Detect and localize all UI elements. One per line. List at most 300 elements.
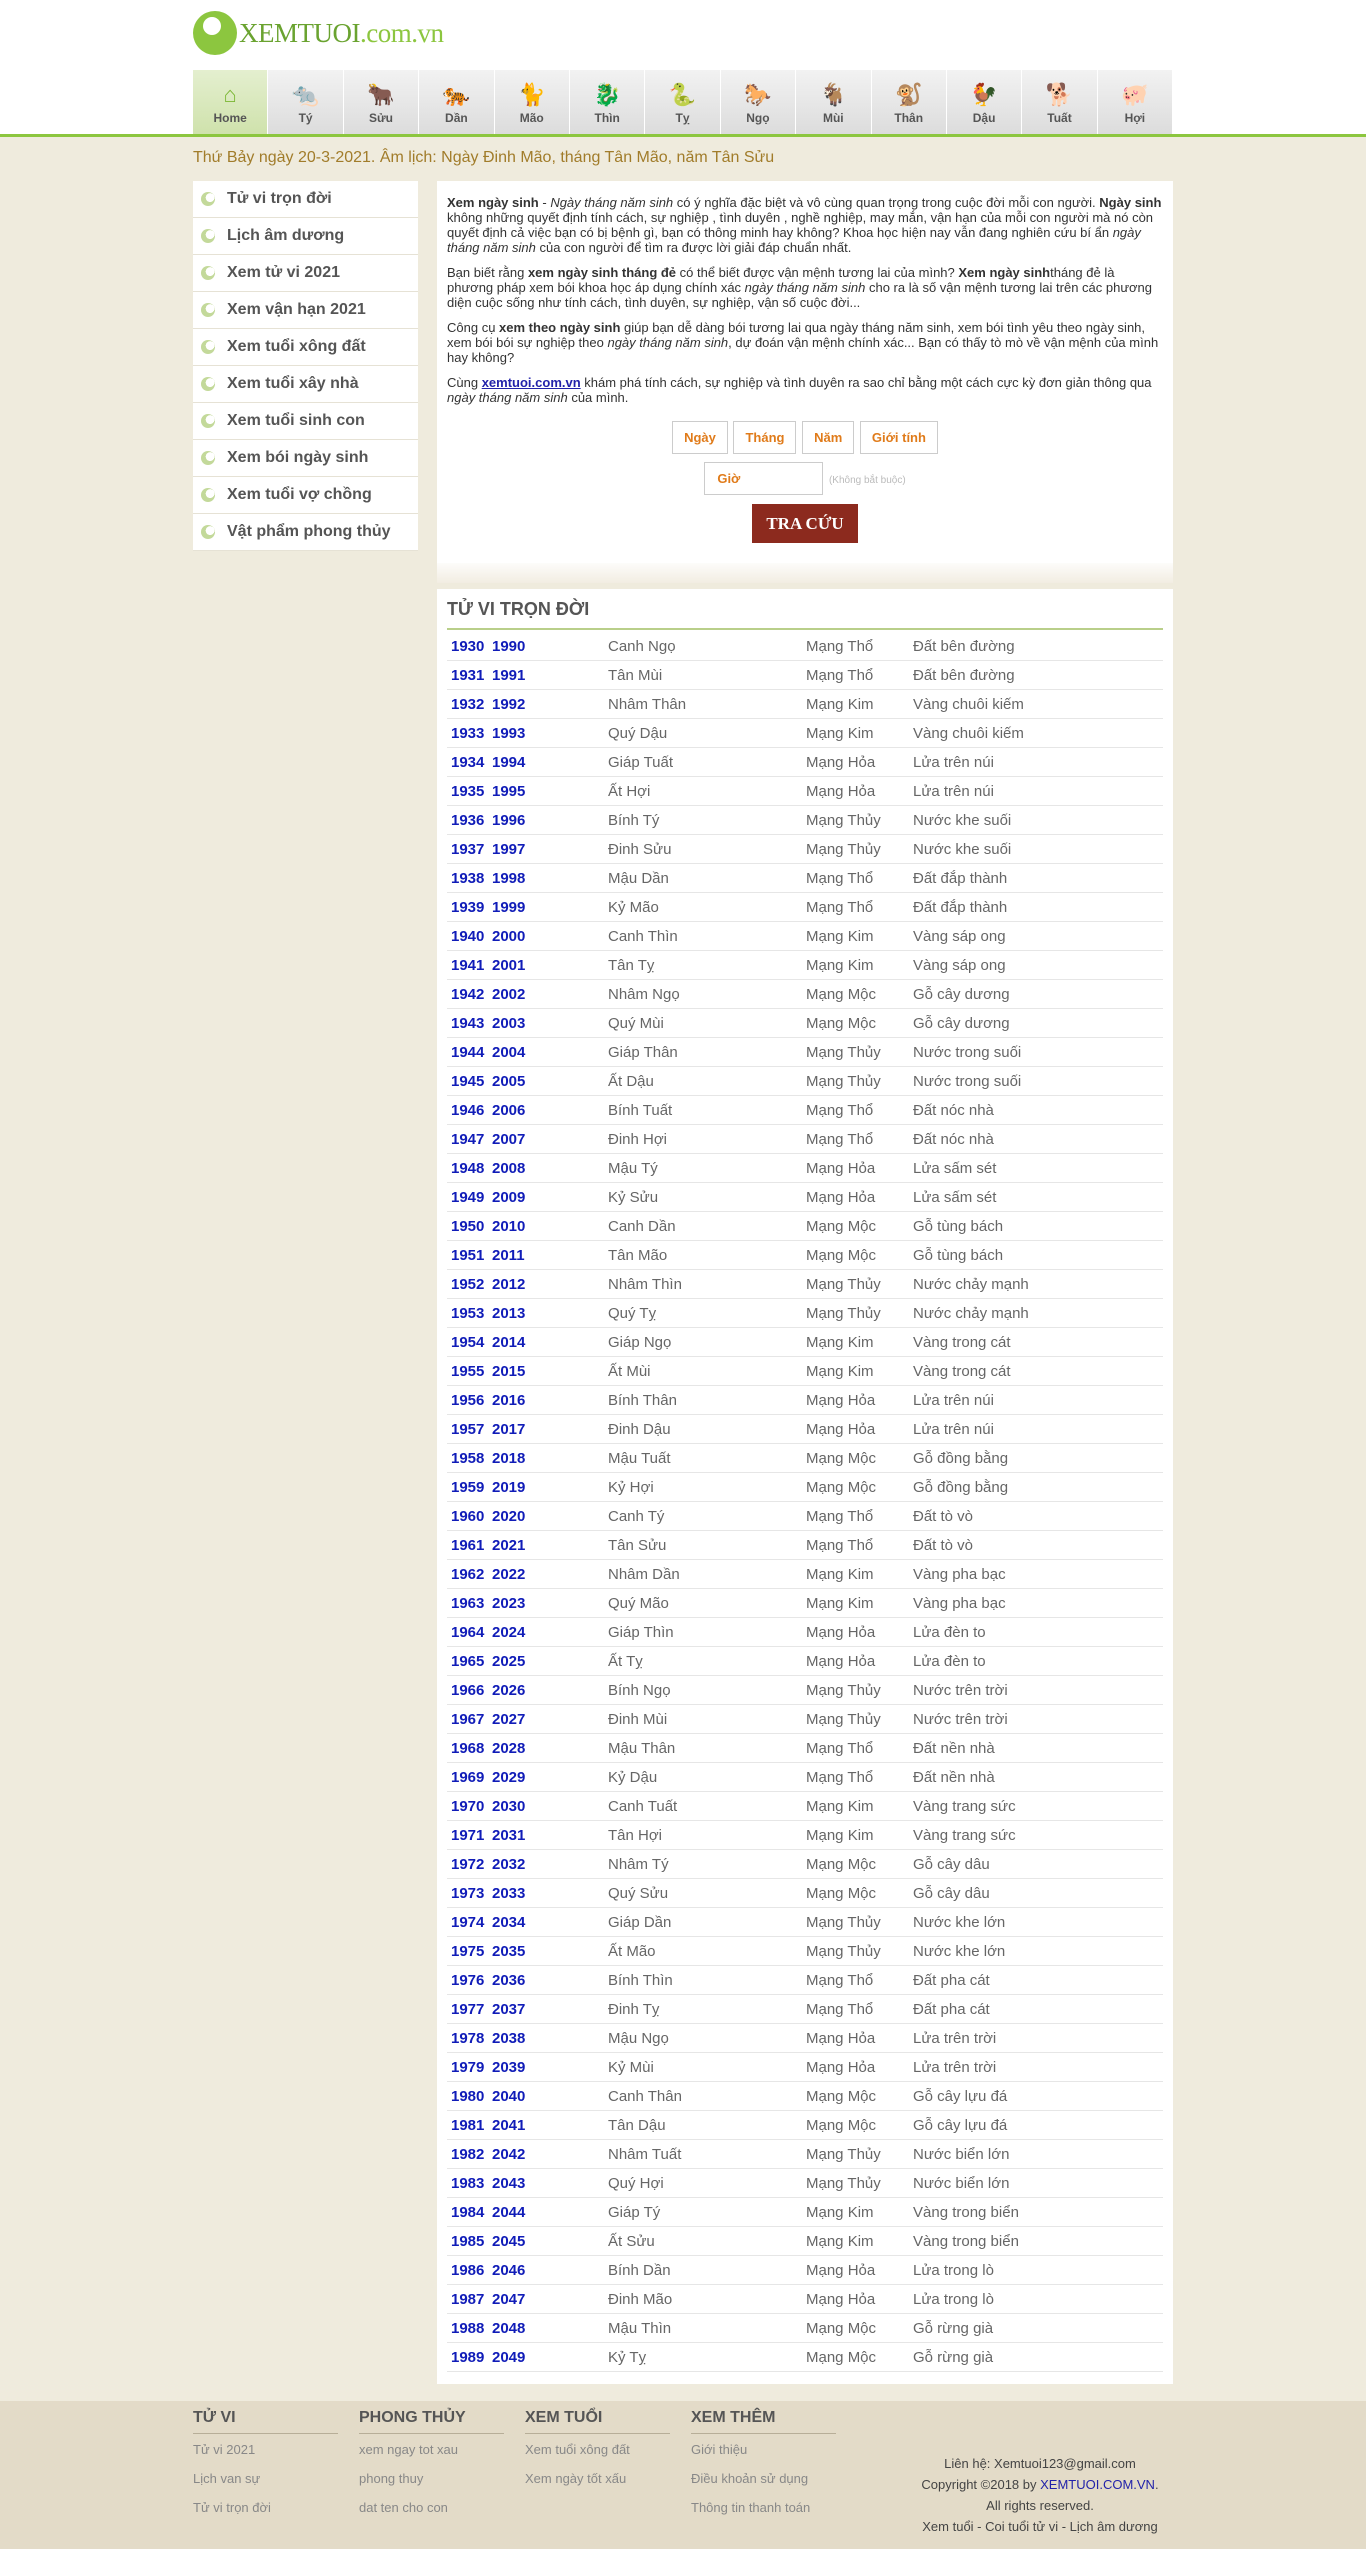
- year-1-cell: 1973: [451, 1885, 485, 1902]
- table-row[interactable]: [447, 1125, 1163, 1154]
- year-1-cell: 1935: [451, 783, 485, 800]
- element-detail-cell: Gỗ cây lựu đá: [913, 2088, 1008, 2105]
- nav-item-10[interactable]: [947, 70, 1022, 134]
- table-row[interactable]: [447, 632, 1163, 661]
- year-1-cell: 1957: [451, 1421, 485, 1438]
- nav-item-label: Tỵ: [675, 111, 690, 125]
- table-row[interactable]: [447, 2111, 1163, 2140]
- year-2-cell: 2047: [492, 2291, 526, 2308]
- element-detail-cell: Nước chảy mạnh: [913, 1276, 1029, 1293]
- site-footer: [0, 2401, 1366, 2549]
- nav-item-3[interactable]: [419, 70, 494, 134]
- year-select[interactable]: Năm: [802, 421, 854, 454]
- table-row[interactable]: [447, 980, 1163, 1009]
- year-2-cell: 2038: [492, 2030, 526, 2047]
- can-chi-cell: Canh Tý: [608, 1508, 665, 1525]
- logo-text-main: XEMTUOI: [239, 17, 360, 48]
- footer-rights: All rights reserved.: [986, 2498, 1094, 2513]
- can-chi-cell: Tân Dậu: [608, 2117, 666, 2134]
- footer-contact: Liên hệ: Xemtuoi123@gmail.com: [944, 2456, 1136, 2471]
- can-chi-cell: Nhâm Tuất: [608, 2146, 682, 2163]
- footer-link[interactable]: dat ten cho con: [359, 2500, 448, 2515]
- year-2-cell: 2049: [492, 2349, 526, 2366]
- element-cell: Mạng Kim: [806, 696, 874, 713]
- table-row[interactable]: [447, 1270, 1163, 1299]
- can-chi-cell: Nhâm Ngọ: [608, 986, 680, 1003]
- intro-text: có thể biết được vận mệnh tương lai của mình?: [676, 265, 959, 280]
- element-cell: Mạng Hỏa: [806, 1189, 876, 1206]
- element-cell: Mạng Thổ: [806, 2001, 874, 2018]
- year-2-cell: 2041: [492, 2117, 526, 2134]
- yin-yang-logo-icon: [193, 11, 237, 55]
- element-cell: Mạng Thổ: [806, 1740, 874, 1757]
- table-row[interactable]: [447, 1589, 1163, 1618]
- sidebar-item-3[interactable]: [193, 292, 418, 329]
- table-row[interactable]: [447, 719, 1163, 748]
- element-detail-cell: Gỗ đồng bằng: [913, 1479, 1009, 1496]
- year-2-cell: 2044: [492, 2204, 526, 2221]
- year-1-cell: 1988: [451, 2320, 485, 2337]
- element-detail-cell: Gỗ tùng bách: [913, 1247, 1004, 1264]
- table-row[interactable]: [447, 2256, 1163, 2285]
- footer-link[interactable]: Xem tuổi xông đất: [525, 2442, 630, 2457]
- footer-link[interactable]: Lịch van sự: [193, 2471, 261, 2486]
- pig-icon: 🐖: [1121, 82, 1149, 107]
- bullet-icon: [201, 340, 215, 354]
- can-chi-cell: Bính Dần: [608, 2262, 671, 2279]
- year-1-cell: 1963: [451, 1595, 485, 1612]
- nav-item-12[interactable]: [1098, 70, 1173, 134]
- footer-link[interactable]: phong thuy: [359, 2471, 424, 2486]
- sidebar-item-0[interactable]: [193, 181, 418, 218]
- sidebar-menu: [193, 181, 418, 551]
- table-row[interactable]: [447, 2169, 1163, 2198]
- footer-link[interactable]: Điều khoản sử dụng: [691, 2471, 809, 2486]
- table-row[interactable]: [447, 2140, 1163, 2169]
- element-detail-cell: Nước trên trời: [913, 1711, 1008, 1728]
- element-detail-cell: Vàng trong biển: [913, 2233, 1019, 2250]
- goat-icon: 🐐: [819, 82, 848, 107]
- table-row[interactable]: [447, 1676, 1163, 1705]
- intro-bold: xem theo ngày sinh: [499, 320, 621, 335]
- year-2-cell: 2040: [492, 2088, 526, 2105]
- footer-column-0: [193, 2409, 359, 2537]
- table-row[interactable]: [447, 1531, 1163, 1560]
- year-1-cell: 1940: [451, 928, 485, 945]
- can-chi-cell: Quý Hợi: [608, 2175, 664, 2192]
- can-chi-cell: Bính Thìn: [608, 1972, 673, 1989]
- element-cell: Mạng Mộc: [806, 2320, 877, 2337]
- can-chi-cell: Kỷ Mão: [608, 899, 659, 916]
- element-cell: Mạng Kim: [806, 1363, 874, 1380]
- copyright-text: Copyright ©2018 by: [921, 2477, 1041, 2492]
- nav-item-label: Ngọ: [746, 111, 770, 125]
- snake-icon: 🐍: [668, 82, 697, 107]
- can-chi-cell: Canh Dần: [608, 1218, 676, 1235]
- bullet-icon: [201, 192, 215, 206]
- table-row[interactable]: [447, 806, 1163, 835]
- lookup-button[interactable]: TRA CỨU: [752, 504, 858, 543]
- bullet-icon: [201, 488, 215, 502]
- element-cell: Mạng Hỏa: [806, 1392, 876, 1409]
- year-2-cell: 2022: [492, 1566, 526, 1583]
- table-row[interactable]: [447, 1067, 1163, 1096]
- table-row[interactable]: [447, 2024, 1163, 2053]
- element-detail-cell: Lửa sấm sét: [913, 1160, 997, 1177]
- table-row[interactable]: [447, 1328, 1163, 1357]
- element-cell: Mạng Kim: [806, 1798, 874, 1815]
- dragon-icon: 🐉: [593, 82, 621, 107]
- year-1-cell: 1960: [451, 1508, 485, 1525]
- table-row[interactable]: [447, 1386, 1163, 1415]
- intro-italic: ngày tháng năm sinh: [744, 280, 866, 295]
- year-2-cell: 2015: [492, 1363, 526, 1380]
- element-cell: Mạng Thủy: [806, 1943, 881, 1960]
- can-chi-cell: Đinh Sửu: [608, 841, 672, 858]
- table-row[interactable]: [447, 1241, 1163, 1270]
- lunar-date-line: Thứ Bảy ngày 20-3-2021. Âm lịch: Ngày Đinh Mão, tháng Tân Mão, năm Tân Sửu: [193, 149, 775, 166]
- nav-item-label: Thìn: [594, 111, 620, 125]
- year-1-cell: 1978: [451, 2030, 485, 2047]
- element-detail-cell: Nước khe suối: [913, 841, 1012, 858]
- year-1-cell: 1985: [451, 2233, 485, 2250]
- nav-item-1[interactable]: [268, 70, 343, 134]
- year-2-cell: 2000: [492, 928, 526, 945]
- element-cell: Mạng Thổ: [806, 1537, 874, 1554]
- year-2-cell: 2020: [492, 1508, 526, 1525]
- can-chi-cell: Ất Mão: [608, 1943, 656, 1960]
- can-chi-cell: Quý Mùi: [608, 1015, 664, 1032]
- gender-select[interactable]: Giới tính: [860, 421, 938, 454]
- can-chi-cell: Nhâm Thìn: [608, 1276, 682, 1293]
- can-chi-cell: Mậu Thân: [608, 1740, 676, 1757]
- footer-info: [907, 2409, 1173, 2537]
- can-chi-cell: Giáp Tý: [608, 2204, 661, 2221]
- element-cell: Mạng Kim: [806, 1334, 874, 1351]
- sidebar-item-2[interactable]: [193, 255, 418, 292]
- year-2-cell: 1994: [492, 754, 526, 771]
- table-row[interactable]: [447, 2053, 1163, 2082]
- table-row[interactable]: [447, 951, 1163, 980]
- footer-link[interactable]: Tử vi trọn đời: [193, 2500, 271, 2515]
- element-detail-cell: Đất đắp thành: [913, 870, 1008, 887]
- main-column: [437, 181, 1173, 2384]
- element-cell: Mạng Hỏa: [806, 1653, 876, 1670]
- table-row[interactable]: [447, 1357, 1163, 1386]
- table-row[interactable]: [447, 2198, 1163, 2227]
- table-row[interactable]: [447, 1937, 1163, 1966]
- year-2-cell: 2001: [492, 957, 526, 974]
- year-2-cell: 2042: [492, 2146, 526, 2163]
- year-2-cell: 2018: [492, 1450, 526, 1467]
- element-detail-cell: Đất pha cát: [913, 1972, 990, 1989]
- element-detail-cell: Nước trong suối: [913, 1073, 1022, 1090]
- element-cell: Mạng Thủy: [806, 1914, 881, 1931]
- footer-link[interactable]: xem ngay tot xau: [359, 2442, 458, 2457]
- table-row[interactable]: [447, 1705, 1163, 1734]
- logo-text: [239, 18, 443, 49]
- element-detail-cell: Gỗ rừng già: [913, 2349, 994, 2366]
- year-2-cell: 2016: [492, 1392, 526, 1409]
- element-detail-cell: Đất bên đường: [913, 667, 1015, 684]
- footer-column-title: TỬ VI: [193, 2409, 338, 2434]
- can-chi-cell: Mậu Tý: [608, 1160, 658, 1177]
- element-detail-cell: Lửa sấm sét: [913, 1189, 997, 1206]
- year-2-cell: 2027: [492, 1711, 526, 1728]
- element-cell: Mạng Mộc: [806, 1885, 877, 1902]
- table-row[interactable]: [447, 1734, 1163, 1763]
- element-cell: Mạng Kim: [806, 2233, 874, 2250]
- element-cell: Mạng Mộc: [806, 2117, 877, 2134]
- table-row[interactable]: [447, 1792, 1163, 1821]
- table-row[interactable]: [447, 1879, 1163, 1908]
- footer-columns: [193, 2409, 857, 2537]
- element-detail-cell: Gỗ cây lựu đá: [913, 2117, 1008, 2134]
- can-chi-cell: Kỷ Mùi: [608, 2059, 654, 2076]
- can-chi-cell: Giáp Tuất: [608, 754, 674, 771]
- year-1-cell: 1965: [451, 1653, 485, 1670]
- element-cell: Mạng Thủy: [806, 812, 881, 829]
- year-2-cell: 2026: [492, 1682, 526, 1699]
- footer-column-title: XEM THÊM: [691, 2409, 836, 2434]
- table-row[interactable]: [447, 1009, 1163, 1038]
- table-row[interactable]: [447, 1502, 1163, 1531]
- year-2-cell: 1997: [492, 841, 526, 858]
- intro-italic: ngày tháng năm sinh: [447, 225, 1141, 255]
- table-row[interactable]: [447, 1618, 1163, 1647]
- table-row[interactable]: [447, 893, 1163, 922]
- element-detail-cell: Lửa trên trời: [913, 2059, 997, 2076]
- sidebar-item-6[interactable]: [193, 403, 418, 440]
- intro-bold: Xem ngày sinh: [447, 195, 539, 210]
- year-2-cell: 2039: [492, 2059, 526, 2076]
- table-row[interactable]: [447, 1096, 1163, 1125]
- can-chi-cell: Giáp Thân: [608, 1044, 678, 1061]
- year-2-cell: 2007: [492, 1131, 526, 1148]
- site-link[interactable]: xemtuoi.com.vn: [481, 375, 581, 390]
- year-1-cell: 1967: [451, 1711, 485, 1728]
- can-chi-cell: Kỷ Dậu: [608, 1769, 658, 1786]
- element-cell: Mạng Thổ: [806, 1508, 874, 1525]
- copyright-end: .: [1154, 2477, 1159, 2492]
- intro-paragraph-2: [447, 265, 1163, 310]
- nav-item-5[interactable]: [570, 70, 645, 134]
- copyright-brand-link[interactable]: XEMTUOI.COM.VN: [1040, 2477, 1155, 2492]
- intro-text: giúp bạn dễ dàng bói tương lai qua ngày tháng năm sinh, xem bói tình yêu theo ngày sinh, xem bói bói sự nghiệp theo: [447, 320, 1146, 350]
- year-2-cell: 2011: [492, 1247, 525, 1264]
- can-chi-cell: Đinh Mão: [608, 2291, 673, 2308]
- element-cell: Mạng Thổ: [806, 638, 874, 655]
- nav-item-7[interactable]: [721, 70, 796, 134]
- element-detail-cell: Vàng trong cát: [913, 1363, 1011, 1380]
- year-1-cell: 1952: [451, 1276, 485, 1293]
- can-chi-cell: Tân Mão: [608, 1247, 668, 1264]
- table-row[interactable]: [447, 1444, 1163, 1473]
- can-chi-cell: Quý Dậu: [608, 725, 668, 742]
- can-chi-cell: Đinh Tỵ: [608, 2001, 660, 2018]
- year-1-cell: 1946: [451, 1102, 485, 1119]
- nav-item-label: Home: [213, 111, 247, 125]
- table-row[interactable]: [447, 2285, 1163, 2314]
- element-detail-cell: Nước biển lớn: [913, 2146, 1010, 2163]
- element-cell: Mạng Kim: [806, 725, 874, 742]
- month-select[interactable]: Tháng: [733, 421, 796, 454]
- table-row[interactable]: [447, 864, 1163, 893]
- year-2-cell: 1998: [492, 870, 526, 887]
- table-row[interactable]: [447, 1183, 1163, 1212]
- element-cell: Mạng Hỏa: [806, 2262, 876, 2279]
- element-cell: Mạng Thủy: [806, 1682, 881, 1699]
- footer-link[interactable]: Thông tin thanh toán: [691, 2500, 811, 2515]
- element-cell: Mạng Thủy: [806, 1073, 881, 1090]
- year-1-cell: 1934: [451, 754, 485, 771]
- element-detail-cell: Nước trên trời: [913, 1682, 1008, 1699]
- bullet-icon: [201, 377, 215, 391]
- table-row[interactable]: [447, 748, 1163, 777]
- year-1-cell: 1941: [451, 957, 485, 974]
- element-detail-cell: Gỗ cây dương: [913, 986, 1010, 1003]
- table-row[interactable]: [447, 1850, 1163, 1879]
- year-2-cell: 2004: [492, 1044, 526, 1061]
- sidebar-item-1[interactable]: [193, 218, 418, 255]
- element-detail-cell: Đất nền nhà: [913, 1740, 995, 1757]
- year-1-cell: 1972: [451, 1856, 485, 1873]
- table-row[interactable]: [447, 1821, 1163, 1850]
- table-row[interactable]: [447, 1212, 1163, 1241]
- can-chi-cell: Giáp Thìn: [608, 1624, 674, 1641]
- nav-item-6[interactable]: [645, 70, 720, 134]
- table-row[interactable]: [447, 1647, 1163, 1676]
- sidebar-item-8[interactable]: [193, 477, 418, 514]
- table-body: [447, 632, 1163, 2372]
- intro-text: không những quyết định tính cách, sự nghiệp , tình duyên , nghề nghiệp, may mắn, vận hạn của mỗi con người mà nó còn quyết định cả việc bạn có bị bệnh gì, bạn có thông minh hay không? Khoa học hiện nay vẫn đang nghiên cứu bí ẩn: [447, 210, 1154, 240]
- can-chi-cell: Nhâm Thân: [608, 696, 687, 713]
- element-cell: Mạng Kim: [806, 1827, 874, 1844]
- nav-item-label: Dần: [445, 111, 468, 125]
- can-chi-cell: Bính Thân: [608, 1392, 677, 1409]
- table-row[interactable]: [447, 1038, 1163, 1067]
- year-1-cell: 1931: [451, 667, 485, 684]
- home-icon: ⌂: [223, 82, 237, 107]
- can-chi-cell: Bính Ngọ: [608, 1682, 671, 1699]
- table-row[interactable]: [447, 922, 1163, 951]
- table-row[interactable]: [447, 2227, 1163, 2256]
- bullet-icon: [201, 525, 215, 539]
- year-1-cell: 1932: [451, 696, 485, 713]
- table-row[interactable]: [447, 661, 1163, 690]
- sidebar-item-9[interactable]: [193, 514, 418, 551]
- rat-icon: 🐀: [291, 82, 320, 107]
- element-cell: Mạng Mộc: [806, 1218, 877, 1235]
- hour-select[interactable]: Giờ: [704, 462, 823, 495]
- intro-text: khám phá tính cách, sự nghiệp và tình duyên ra sao chỉ bằng một cách cực kỳ đơn giản thông qua: [580, 375, 1152, 390]
- year-1-cell: 1937: [451, 841, 485, 858]
- element-cell: Mạng Mộc: [806, 1247, 877, 1264]
- year-1-cell: 1975: [451, 1943, 485, 1960]
- table-row[interactable]: [447, 1299, 1163, 1328]
- can-chi-cell: Tân Sửu: [608, 1537, 667, 1554]
- element-cell: Mạng Thổ: [806, 870, 874, 887]
- element-cell: Mạng Thủy: [806, 2175, 881, 2192]
- element-detail-cell: Vàng sáp ong: [913, 928, 1006, 945]
- element-detail-cell: Vàng trang sức: [913, 1827, 1016, 1844]
- footer-column-1: [359, 2409, 525, 2537]
- table-row[interactable]: [447, 835, 1163, 864]
- year-2-cell: 2029: [492, 1769, 526, 1786]
- element-cell: Mạng Mộc: [806, 2349, 877, 2366]
- nav-item-9[interactable]: [872, 70, 947, 134]
- table-row[interactable]: [447, 1560, 1163, 1589]
- nav-item-2[interactable]: [344, 70, 419, 134]
- site-logo[interactable]: [193, 8, 443, 58]
- nav-item-4[interactable]: [495, 70, 570, 134]
- nav-item-label: Thân: [894, 111, 924, 125]
- table-row[interactable]: [447, 2343, 1163, 2372]
- year-2-cell: 2013: [492, 1305, 526, 1322]
- table-row[interactable]: [447, 2314, 1163, 2343]
- bullet-icon: [201, 266, 215, 280]
- footer-tagline: Xem tuổi - Coi tuổi tử vi - Lịch âm dương: [922, 2519, 1158, 2534]
- footer-link[interactable]: Giới thiệu: [691, 2442, 748, 2457]
- nav-item-label: Mão: [519, 111, 544, 125]
- year-2-cell: 2023: [492, 1595, 526, 1612]
- table-row[interactable]: [447, 777, 1163, 806]
- table-row[interactable]: [447, 1908, 1163, 1937]
- year-1-cell: 1984: [451, 2204, 485, 2221]
- table-row[interactable]: [447, 1473, 1163, 1502]
- nav-item-0[interactable]: [193, 70, 268, 134]
- year-1-cell: 1977: [451, 2001, 485, 2018]
- year-2-cell: 1992: [492, 696, 526, 713]
- can-chi-cell: Giáp Dần: [608, 1914, 672, 1931]
- nav-item-label: Dậu: [972, 111, 996, 125]
- footer-column-title: PHONG THỦY: [359, 2409, 504, 2434]
- table-row[interactable]: [447, 1763, 1163, 1792]
- element-cell: Mạng Thổ: [806, 667, 874, 684]
- footer-inner: [193, 2401, 1173, 2537]
- sidebar-item-7[interactable]: [193, 440, 418, 477]
- table-row[interactable]: [447, 1154, 1163, 1183]
- can-chi-cell: Giáp Ngọ: [608, 1334, 672, 1351]
- element-cell: Mạng Hỏa: [806, 2030, 876, 2047]
- table-row[interactable]: [447, 690, 1163, 719]
- sidebar-item-5[interactable]: [193, 366, 418, 403]
- table-row[interactable]: [447, 2082, 1163, 2111]
- footer-link[interactable]: Xem ngày tốt xấu: [525, 2471, 627, 2486]
- year-2-cell: 2024: [492, 1624, 526, 1641]
- element-detail-cell: Gỗ cây dâu: [913, 1885, 990, 1902]
- element-detail-cell: Gỗ đồng bằng: [913, 1450, 1009, 1467]
- table-row[interactable]: [447, 1966, 1163, 1995]
- footer-link[interactable]: Tử vi 2021: [193, 2442, 256, 2457]
- element-detail-cell: Vàng chuôi kiếm: [913, 696, 1024, 713]
- year-1-cell: 1936: [451, 812, 485, 829]
- nav-item-11[interactable]: [1022, 70, 1097, 134]
- element-cell: Mạng Thổ: [806, 1131, 874, 1148]
- nav-item-8[interactable]: [796, 70, 871, 134]
- can-chi-cell: Bính Tý: [608, 812, 660, 829]
- table-row[interactable]: [447, 1995, 1163, 2024]
- sidebar-item-4[interactable]: [193, 329, 418, 366]
- intro-text: cho ra là số vận mệnh tương lai trên các phương diện cuộc sống như tính cách, tình duyên, sự nghiệp, vận số cuộc đời...: [447, 280, 1153, 310]
- intro-paragraph-4: [447, 375, 1163, 405]
- day-select[interactable]: Ngày: [672, 421, 728, 454]
- element-cell: Mạng Hỏa: [806, 783, 876, 800]
- can-chi-cell: Tân Hợi: [608, 1827, 663, 1844]
- year-2-cell: 2028: [492, 1740, 526, 1757]
- element-detail-cell: Gỗ cây dương: [913, 1015, 1010, 1032]
- table-row[interactable]: [447, 1415, 1163, 1444]
